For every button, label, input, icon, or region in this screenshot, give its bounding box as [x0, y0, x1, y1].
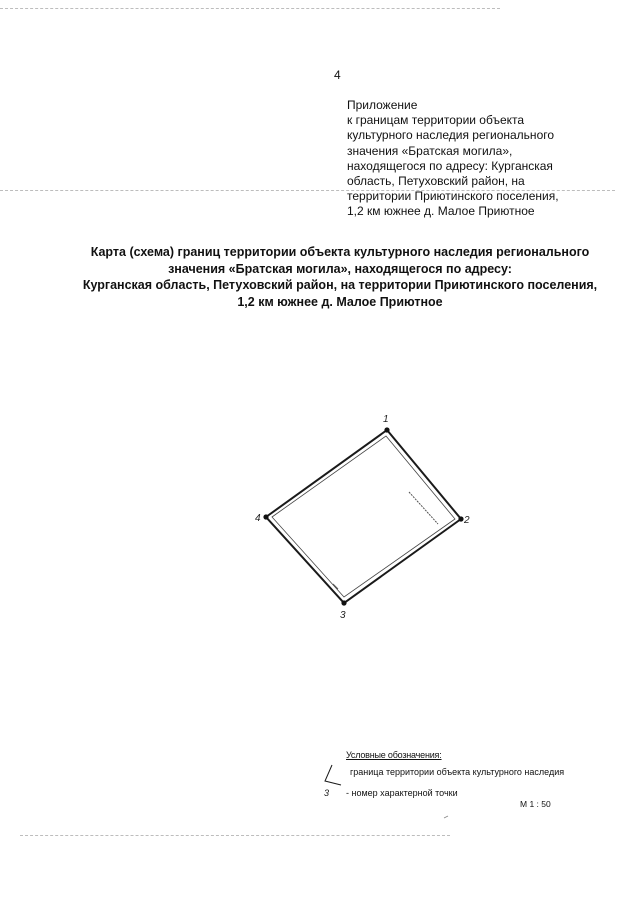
point-marker-4: [263, 514, 268, 519]
appendix-line: область, Петуховский район, на: [347, 174, 525, 189]
appendix-line: территории Приютинского поселения,: [347, 189, 559, 204]
point-marker-3: [341, 600, 346, 605]
point-label-3: 3: [340, 610, 346, 621]
appendix-line: к границам территории объекта: [347, 113, 525, 128]
title-line: 1,2 км южнее д. Малое Приютное: [237, 294, 443, 309]
legend-boundary-symbol: [325, 765, 341, 785]
legend-title: Условные обозначения:: [346, 750, 442, 760]
appendix-line: 1,2 км южнее д. Малое Приютное: [347, 204, 535, 219]
title-line: Курганская область, Петуховский район, на территории Приютинского поселения,: [82, 278, 598, 292]
grave-marker: [409, 492, 438, 524]
legend-boundary-label: граница территории объекта культурного наследия: [350, 767, 565, 777]
appendix-line: находящегося по адресу: Курганская: [347, 158, 553, 173]
point-label-2: 2: [464, 515, 470, 526]
title-line: Карта (схема) границ территории объекта культурного наследия регионального: [90, 245, 590, 259]
title-line: значения «Братская могила», находящегося по адресу:: [168, 261, 512, 276]
appendix-line: культурного наследия регионального: [347, 128, 555, 143]
page-number: 4: [334, 68, 341, 82]
point-marker-2: [458, 516, 463, 521]
legend-point-label: - номер характерной точки: [346, 788, 458, 798]
point-label-1: 1: [383, 414, 389, 425]
appendix-line: значения «Братская могила»,: [347, 143, 513, 158]
point-label-4: 4: [255, 513, 261, 524]
appendix-line: Приложение: [347, 98, 418, 112]
grave-marker-tick: [333, 584, 338, 589]
legend-underline-mark: [444, 816, 448, 818]
map-scale: М 1 : 50: [520, 799, 551, 809]
point-marker-1: [384, 427, 389, 432]
territory-boundary-inner: [272, 436, 455, 597]
legend-point-number: 3: [324, 788, 330, 798]
